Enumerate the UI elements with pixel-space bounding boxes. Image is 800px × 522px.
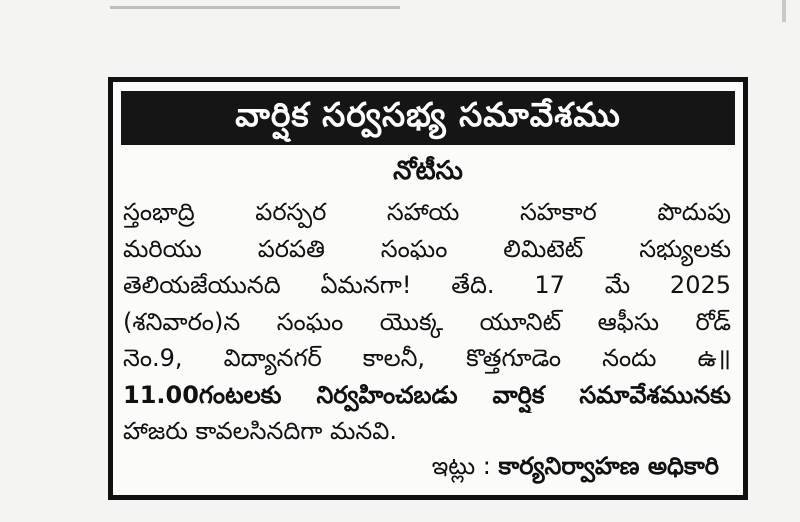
signature-prefix: ఇట్లు : [431, 452, 491, 480]
body-line-6: 11.00గంటలకు నిర్వహించబడు వార్షిక సమావేశమునకు [123, 380, 731, 409]
body-line-2: మరియు పరపతి సంఘం లిమిటెట్ సభ్యులకు [123, 234, 731, 263]
body-line-3: తెలియజేయునది ఏమనగా! తేది. 17 మే 2025 [123, 271, 731, 299]
body-line-7: హాజరు కావలసినదిగా మనవి. [123, 417, 397, 445]
body-line-4: (శనివారం)న సంఘం యొక్క యూనిట్ ఆఫీసు రోడ్ [123, 307, 731, 336]
notice-box [108, 77, 748, 500]
right-edge-mark [782, 0, 786, 22]
signature-role: కార్యనిర్వాహణ అధికారి [498, 452, 719, 480]
notice-subtitle: నోటీసు [393, 156, 463, 186]
top-edge-fragment [110, 0, 400, 9]
notice-body [123, 194, 731, 450]
body-line-1: స్తంభాద్రి పరస్పర సహాయ సహకార పొదుపు [123, 198, 731, 226]
signature [432, 452, 719, 486]
notice-title: వార్షిక సర్వసభ్య సమావేశము [121, 91, 735, 145]
body-line-5: నెం.9, విద్యానగర్ కాలనీ, కొత్తగూడెం నందు ఉ॥ [123, 344, 731, 372]
